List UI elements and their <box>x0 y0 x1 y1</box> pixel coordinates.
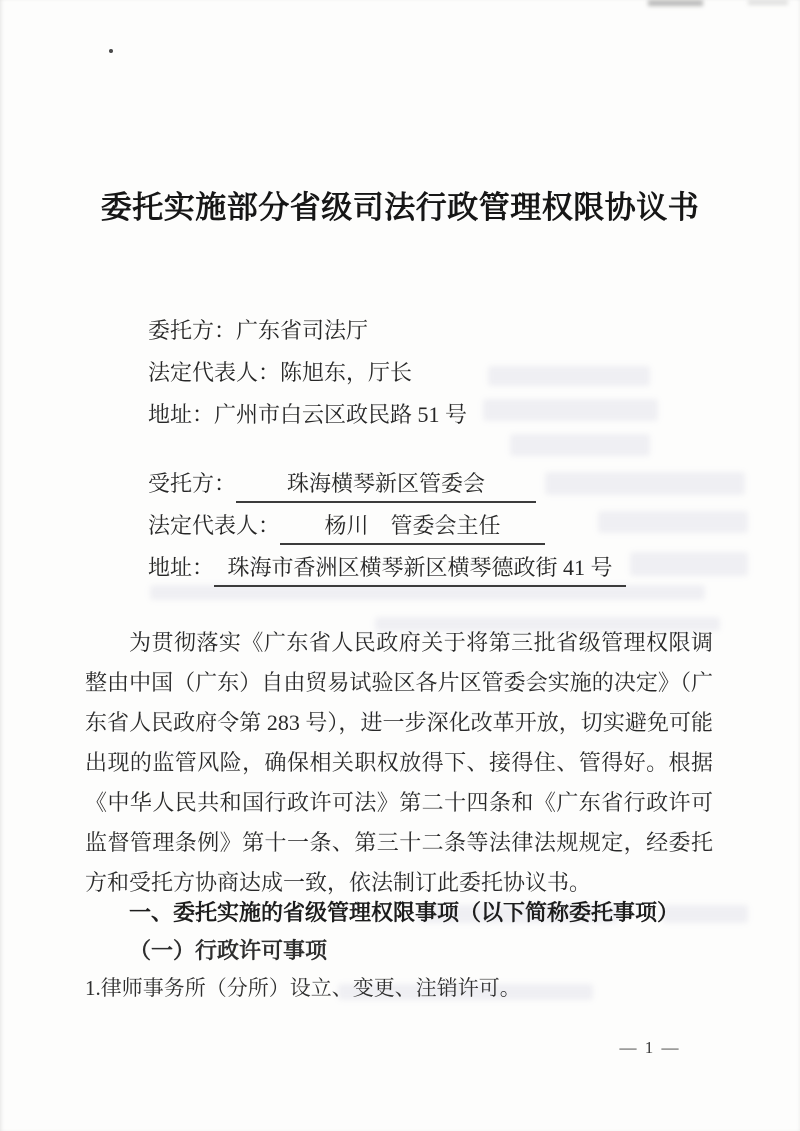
trustee-party-value-underlined: 珠海横琴新区管委会 <box>236 469 536 503</box>
scan-smudge-artifact <box>648 0 703 6</box>
trustee-rep-value-underlined: 杨川 管委会主任 <box>280 511 545 545</box>
scan-smudge-artifact <box>748 0 788 5</box>
entruster-addr-label: 地址： <box>148 402 215 427</box>
entruster-representative-line <box>148 352 467 394</box>
entruster-party-value: 广东省司法厅 <box>236 318 369 343</box>
list-item-1: 1.律师事务所（分所）设立、变更、注销许可。 <box>85 976 521 1000</box>
entruster-rep-value: 陈旭东，厅长 <box>280 360 413 385</box>
entruster-address-line <box>148 394 467 436</box>
section-1-heading: 一、委托实施的省级管理权限事项（以下简称委托事项） <box>129 900 680 925</box>
entruster-party-line <box>148 310 467 352</box>
bleed-through-artifact <box>488 366 650 386</box>
scan-speck-artifact <box>109 49 113 53</box>
trustee-addr-label: 地址： <box>148 555 215 580</box>
bleed-through-artifact <box>630 552 748 576</box>
trustee-party-label: 受托方： <box>148 471 237 496</box>
entruster-addr-value: 广州市白云区政民路 51 号 <box>214 402 468 427</box>
entruster-party-label: 委托方： <box>148 318 237 343</box>
trustee-address-line <box>148 547 626 589</box>
bleed-through-artifact <box>483 399 658 421</box>
bleed-through-artifact <box>510 434 650 456</box>
trustee-addr-value-underlined: 珠海市香洲区横琴新区横琴德政街 41 号 <box>214 553 626 587</box>
page-number: — 1 — <box>619 1038 681 1057</box>
trustee-party-line <box>148 463 626 505</box>
trustee-rep-label: 法定代表人： <box>148 513 281 538</box>
trustee-representative-line <box>148 505 626 547</box>
document-title: 委托实施部分省级司法行政管理权限协议书 <box>100 190 700 225</box>
subsection-1-heading: （一）行政许可事项 <box>129 938 328 963</box>
trustee-block <box>148 463 626 589</box>
entruster-block <box>148 310 467 436</box>
preamble-paragraph: 为贯彻落实《广东省人民政府关于将第三批省级管理权限调整由中国（广东）自由贸易试验区各片区管委会实施的决定》（广东省人民政府令第 283 号），进一步深化改革开放，切实避免可能出现的监管风险，确保相关职权放得下、接得住、管得好。根据《中华人民共和国行政许可法》第二十四条和《广东省行政许可监督管理条例》第十一条、第三十二条等法律法规规定，经委托方和受托方协商达成一致，依法制订此委托协议书。 <box>85 630 713 895</box>
entruster-rep-label: 法定代表人： <box>148 360 281 385</box>
